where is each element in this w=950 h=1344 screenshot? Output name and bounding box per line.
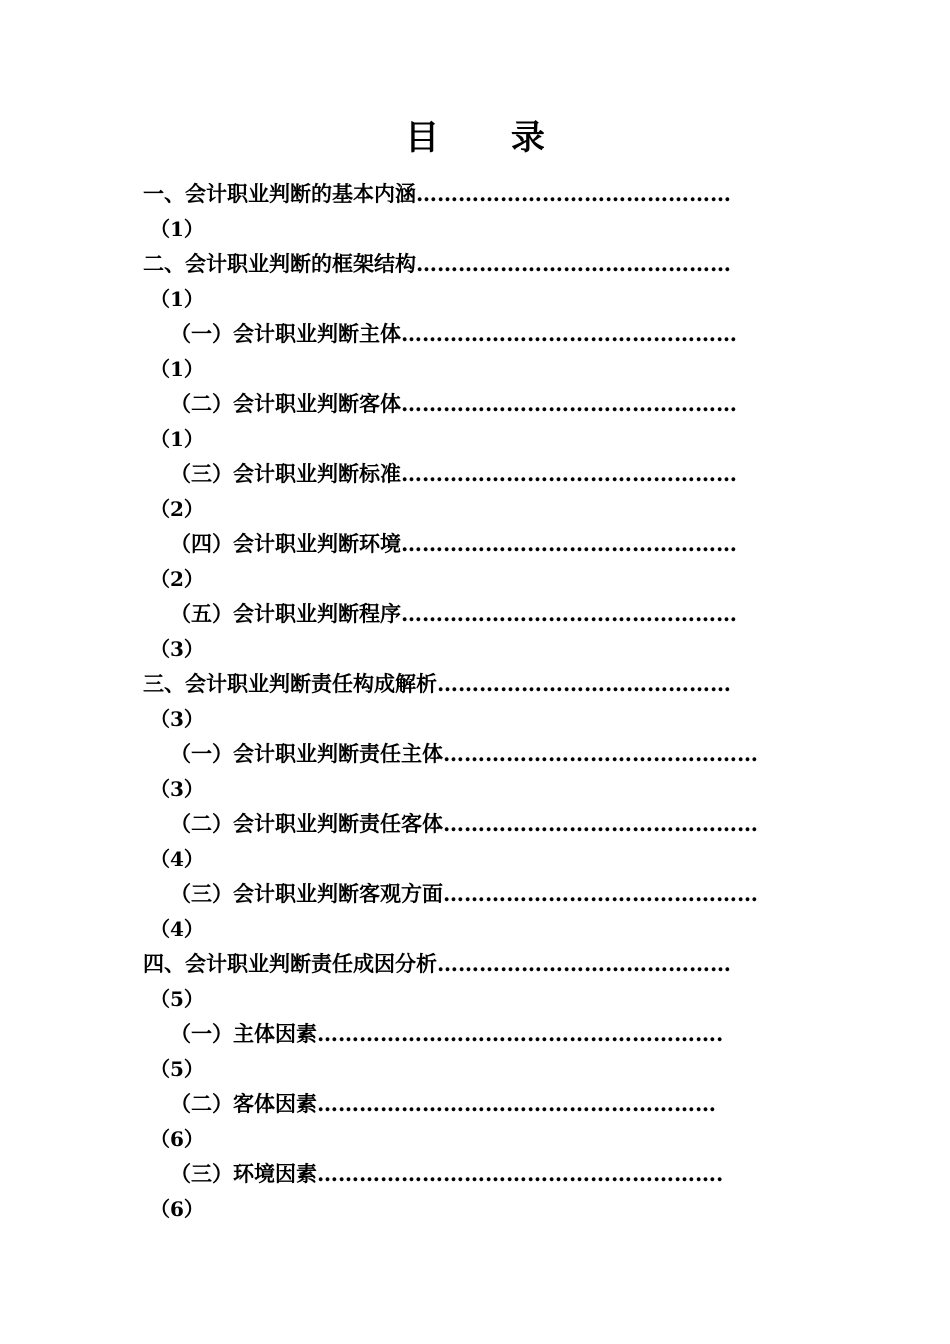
toc-leader-dots: ……………………………………	[437, 671, 731, 696]
toc-entry-line	[143, 666, 808, 702]
toc-entry-label: （三）环境因素	[170, 1161, 317, 1186]
toc-leader-dots: ………………………………………	[443, 741, 758, 766]
toc-entry	[0, 596, 950, 666]
toc-entry-label: （二）会计职业判断客体	[170, 391, 401, 416]
toc-entry	[0, 316, 950, 386]
toc-entry-label: （一）主体因素	[170, 1021, 317, 1046]
toc-leader-dots: …………………………………………	[401, 531, 737, 556]
toc-entry-page: （1）	[150, 357, 204, 381]
toc-entry	[0, 1016, 950, 1086]
toc-leader-dots: …………………………………………	[401, 391, 737, 416]
toc-entry-page: （4）	[150, 917, 204, 941]
toc-leader-dots: ………………………………………………….	[317, 1161, 724, 1186]
toc-entry-label: （一）会计职业判断主体	[170, 321, 401, 346]
toc-leader-dots: ……………………………………	[437, 951, 731, 976]
toc-entry-label: （五）会计职业判断程序	[170, 601, 401, 626]
toc-entry-page: （1）	[150, 217, 204, 241]
toc-entry-line	[143, 246, 808, 282]
toc-entry	[0, 736, 950, 806]
toc-entry-line	[143, 946, 808, 982]
toc-leader-dots: ………………………………………	[416, 181, 731, 206]
toc-entry-line	[143, 176, 808, 212]
toc-entry-page: （4）	[150, 847, 204, 871]
toc-entry-line	[170, 596, 808, 632]
toc-entry-line	[170, 316, 808, 352]
toc-leader-dots: ………………………………………	[443, 811, 758, 836]
toc-entry	[0, 386, 950, 456]
toc-entry-label: （三）会计职业判断标准	[170, 461, 401, 486]
toc-entry-line	[170, 1156, 808, 1192]
toc-entry	[0, 946, 950, 1016]
toc-entry-line	[170, 806, 808, 842]
toc-entry-label: 一、会计职业判断的基本内涵	[143, 181, 416, 206]
toc-entry	[0, 246, 950, 316]
toc-leader-dots: …………………………………………	[401, 601, 737, 626]
toc-entry-page: （6）	[150, 1197, 204, 1221]
toc-title: 目 录	[405, 118, 575, 158]
toc-leader-dots: ………………………………………	[416, 251, 731, 276]
toc-entry-line	[170, 1016, 808, 1052]
toc-entry-page: （5）	[150, 987, 204, 1011]
toc-entry-line	[170, 736, 808, 772]
toc-entry-label: （三）会计职业判断客观方面	[170, 881, 443, 906]
toc-entry-page: （2）	[150, 497, 204, 521]
table-of-contents	[0, 176, 950, 1226]
toc-entry	[0, 1086, 950, 1156]
toc-entry-line	[170, 526, 808, 562]
toc-entry-page: （5）	[150, 1057, 204, 1081]
toc-entry-label: 二、会计职业判断的框架结构	[143, 251, 416, 276]
toc-entry-label: 四、会计职业判断责任成因分析	[143, 951, 437, 976]
toc-leader-dots: …………………………………………	[401, 461, 737, 486]
toc-entry	[0, 806, 950, 876]
toc-entry-page: （2）	[150, 567, 204, 591]
toc-entry-page: （3）	[150, 637, 204, 661]
toc-entry	[0, 666, 950, 736]
toc-entry	[0, 456, 950, 526]
toc-entry-page: （3）	[150, 777, 204, 801]
toc-entry-label: 三、会计职业判断责任构成解析	[143, 671, 437, 696]
toc-entry	[0, 526, 950, 596]
toc-entry-line	[170, 386, 808, 422]
toc-entry-page: （1）	[150, 427, 204, 451]
toc-entry-page: （3）	[150, 707, 204, 731]
toc-entry-line	[170, 876, 808, 912]
toc-entry	[0, 176, 950, 246]
toc-entry-line	[170, 1086, 808, 1122]
toc-leader-dots: ………………………………………	[443, 881, 758, 906]
toc-entry-label: （二）会计职业判断责任客体	[170, 811, 443, 836]
toc-entry-label: （一）会计职业判断责任主体	[170, 741, 443, 766]
toc-entry-line	[170, 456, 808, 492]
toc-leader-dots: …………………………………………	[401, 321, 737, 346]
toc-entry-page: （1）	[150, 287, 204, 311]
toc-leader-dots: ………………………………………………….	[317, 1021, 724, 1046]
toc-entry-label: （四）会计职业判断环境	[170, 531, 401, 556]
toc-entry-label: （二）客体因素	[170, 1091, 317, 1116]
toc-leader-dots: …………………………………………………	[317, 1091, 716, 1116]
toc-entry	[0, 876, 950, 946]
toc-entry-page: （6）	[150, 1127, 204, 1151]
toc-entry	[0, 1156, 950, 1226]
